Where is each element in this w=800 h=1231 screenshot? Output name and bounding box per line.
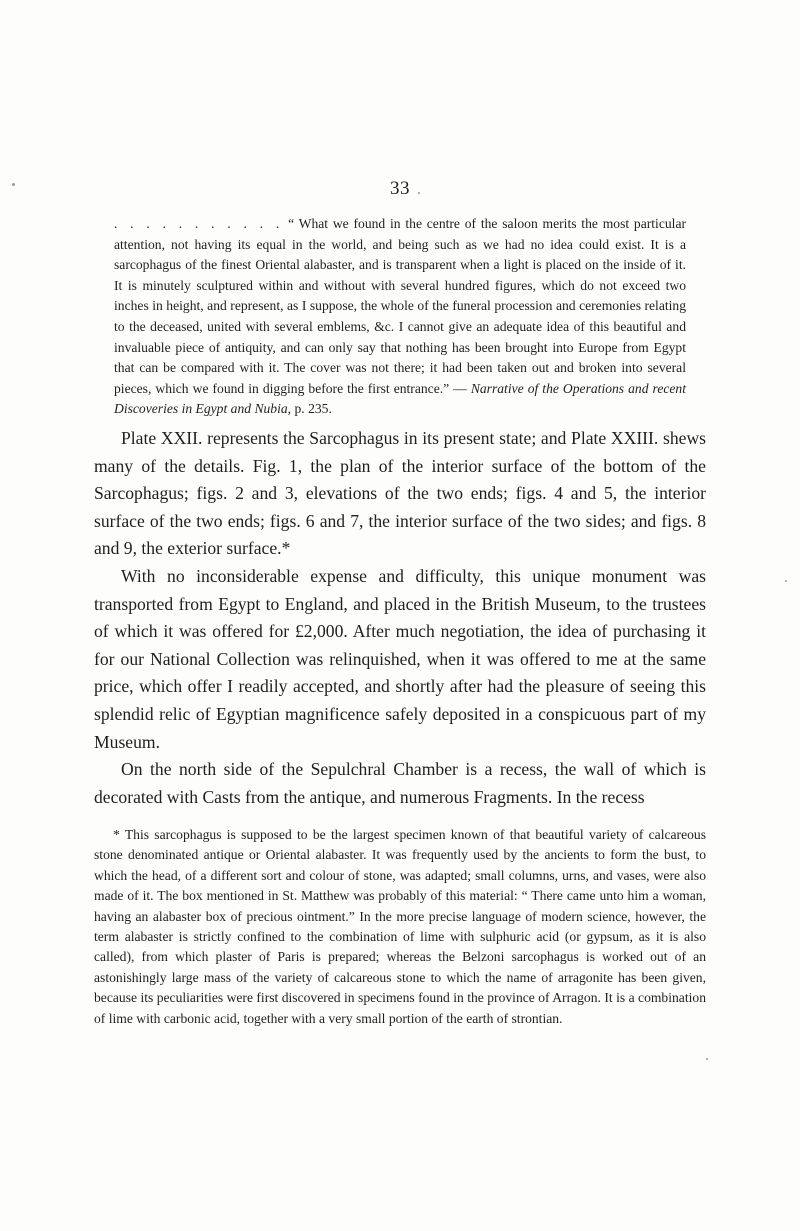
paragraph-acquisition: With no inconsiderable expense and difficulty, this unique monument was transported from Egypt to England, and placed in the British Museum, to the trustees of which it was offered for £2,000. After much negotiation, the idea of purchasing it for our National Collection was relinquished, when it was offered to me at the same price, which offer I readily accepted, and shortly after had the pleasure of seeing this splendid relic of Egyptian magnificence safely deposited in a conspicuous part of my Museum.	[94, 565, 706, 752]
footnote	[94, 825, 706, 1029]
page-number: 33	[390, 178, 410, 199]
main-text	[94, 425, 706, 811]
quotation-text: “ What we found in the centre of the saloon merits the most particular attention, not having its equal in the world, and being such as we had no idea could exist. It is a sarcophagus of the finest Oriental alabaster, and is transparent when a light is placed on the inside of it. It is minutely sculptured within and without with several hundred figures, which do not exceed two inches in height, and represent, as I suppose, the whole of the funeral procession and ceremonies relating to the deceased, united with several emblems, &c. I cannot give an adequate idea of this beautiful and invaluable piece of antiquity, and can only say that nothing has been brought into Europe from Egypt that can be compared with it. The cover was not there; it had been taken out and broken into several pieces, which we found in digging before the first entrance.” —	[114, 216, 686, 396]
paper-speck	[12, 183, 15, 186]
paper-speck	[706, 1058, 708, 1060]
paragraph-plates: Plate XXII. represents the Sarcophagus in its present state; and Plate XXIII. shews many of the details. Fig. 1, the plan of the interior surface of the bottom of the Sarcophagus; figs. 2 and 3, elevations of the two ends; figs. 4 and 5, the interior surface of the two ends; figs. 6 and 7, the interior surface of the two sides; and figs. 8 and 9, the exterior surface.*	[94, 428, 706, 559]
paper-speck	[785, 580, 787, 582]
quotation-source-page: p. 235.	[291, 401, 332, 417]
ellipsis-dots: . . . . . . . . . . .	[114, 216, 284, 231]
paragraph-recess: On the north side of the Sepulchral Chamber is a recess, the wall of which is decorated with Casts from the antique, and numerous Fragments. In the recess	[94, 759, 706, 807]
quotation-source-title: Narrative of the Operations and recent Discoveries in Egypt and Nubia,	[114, 380, 686, 417]
quotation-paragraph	[114, 214, 686, 420]
paper-speck	[418, 192, 420, 194]
footnote-text: * This sarcophagus is supposed to be the largest specimen known of that beautiful variety of calcareous stone denominated antique or Oriental alabaster. It was frequently used by the ancients to form the bust, to which the head, of a different sort and colour of stone, was adapted; small columns, urns, and vases, were also made of it. The box mentioned in St. Matthew was probably of this material: “ There came unto him a woman, having an alabaster box of precious ointment.” In the more precise language of modern science, however, the term alabaster is strictly confined to the combination of lime with sulphuric acid (or gypsum, as it is also called), from which plaster of Paris is prepared; whereas the Belzoni sarcophagus is worked out of an astonishingly large mass of the variety of calcareous stone to which the name of arragonite has been given, because its peculiarities were first discovered in specimens found in the province of Arragon. It is a combination of lime with carbonic acid, together with a very small portion of the earth of strontian.	[94, 827, 706, 1026]
belzoni-quotation	[114, 214, 686, 420]
